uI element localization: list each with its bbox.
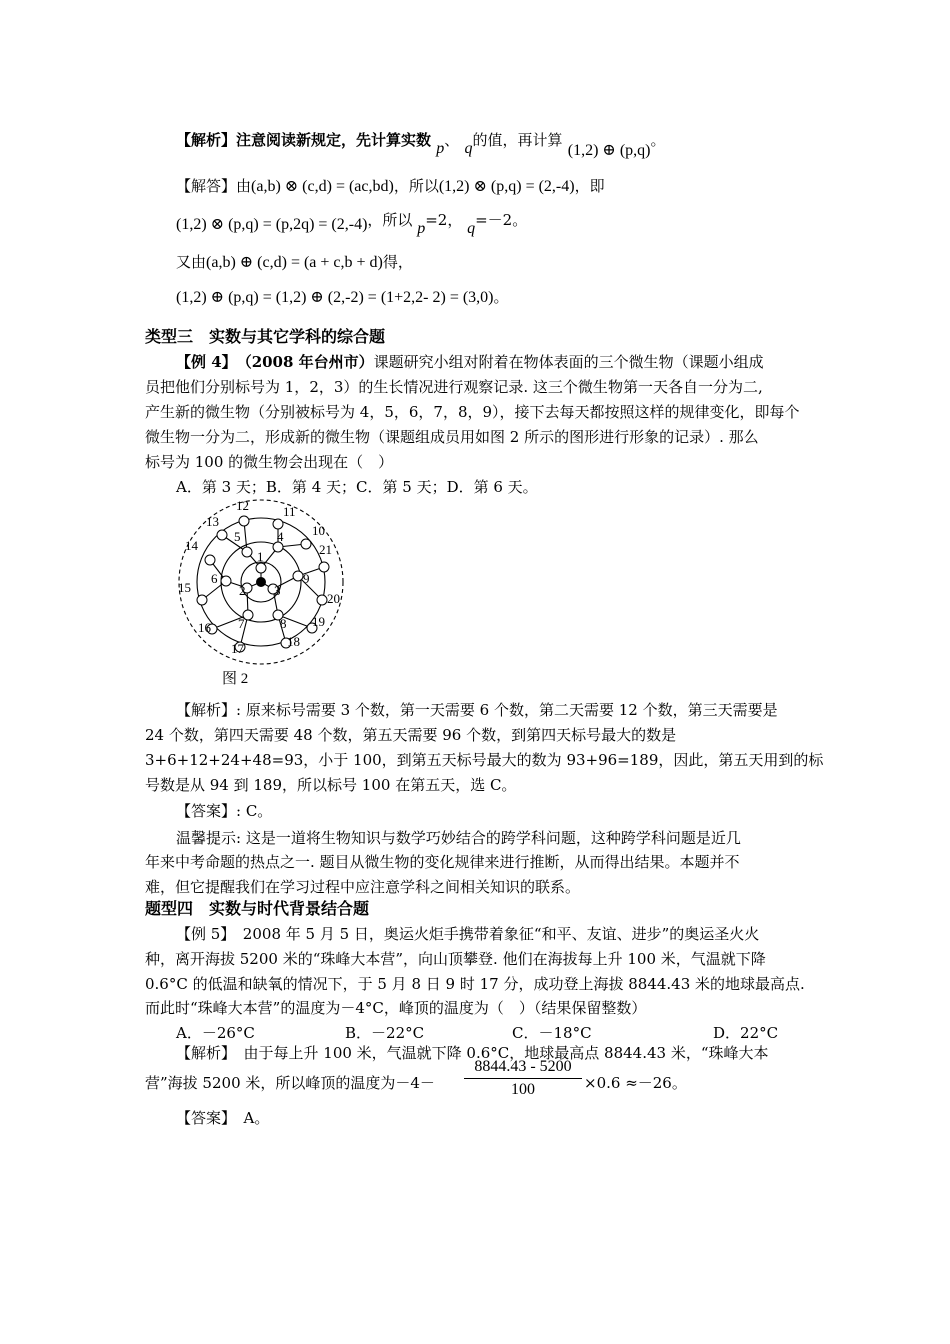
fraction-denominator: 100 [511, 1081, 535, 1098]
solution-line-3 [176, 252, 413, 273]
node-label: 16 [198, 620, 211, 635]
fraction-numerator: 8844.43 - 5200 [464, 1058, 582, 1079]
example-source: （2008 年台州市） [244, 353, 374, 371]
node-label: 19 [312, 614, 325, 629]
node-label: 14 [185, 538, 198, 553]
option-c: C．－18°C [512, 1024, 592, 1042]
text: 又由 [176, 253, 207, 271]
answer-5: 【答案】 A。 [176, 1109, 270, 1127]
analysis-4-line-4: 号数是从 94 到 189，所以标号 100 在第五天，选 C。 [145, 776, 517, 794]
analysis-1-line [176, 130, 666, 159]
var-q: q [464, 140, 473, 157]
fraction [464, 1058, 582, 1099]
analysis-text: 注意阅读新规定，先计算实数 [236, 131, 432, 149]
formula: (a,b) ⊕ (c,d) = (a + c,b + d) [206, 254, 383, 271]
solution-tag: 【解答】由 [176, 177, 252, 195]
node-label: 2 [239, 583, 246, 598]
text: ，所以 [393, 177, 439, 195]
node-label: 3 [274, 583, 281, 598]
node-label: 15 [178, 580, 191, 595]
text: 得， [382, 253, 413, 271]
analysis-4-line-1: 【解析】: 原来标号需要 3 个数，第一天需要 6 个数，第二天需要 12 个数，第三天需要是 [176, 701, 778, 719]
analysis-tag: 【解析】 [176, 131, 237, 149]
period: 。 [650, 131, 666, 149]
node-label: 13 [206, 514, 219, 529]
center-dot [256, 577, 266, 587]
analysis-5-line-1: 【解析】 由于每上升 100 米，气温就下降 0.6°C，地球最高点 8844.43 米，“珠峰大本 [176, 1044, 769, 1062]
analysis-5-line-2a: 营”海拔 5200 米，所以峰顶的温度为－4－ [145, 1074, 435, 1092]
example-5-line-3: 0.6°C 的低温和缺氧的情况下，于 5 月 8 日 9 时 17 分，成功登上海拔 8844.43 米的地球最高点. [145, 975, 805, 993]
option-b: B．－22°C [345, 1024, 425, 1042]
formula: (1,2) ⊕ (p,q) = (1,2) ⊕ (2,-2) = (1+2,2- 2) = (3,0) [176, 289, 494, 306]
section-3-title: 类型三 实数与其它学科的综合题 [145, 327, 386, 346]
formula: (1,2) ⊗ (p,q) = (2,-4) [438, 178, 575, 195]
formula: (1,2) ⊗ (p,q) = (p,2q) = (2,-4) [176, 216, 368, 233]
example-tag: 【例 4】 [176, 353, 230, 371]
formula: (a,b) ⊗ (c,d) = (ac,bd) [251, 178, 394, 195]
node-label: 9 [303, 571, 310, 586]
var-q: q [467, 220, 476, 237]
node-label: 8 [280, 616, 287, 631]
analysis-5-line-2b: ×0.6 ≈－26。 [584, 1074, 687, 1092]
node-label: 4 [277, 529, 284, 544]
example-5-line-1: 【例 5】 2008 年 5 月 5 日，奥运火炬手携带着象征“和平、友谊、进步”的奥运圣火火 [176, 925, 760, 943]
node-label: 10 [312, 523, 325, 538]
example-4-line-3: 产生新的微生物（分别被标号为 4，5，6，7，8，9），接下去每天都按照这样的规律变化，即每个 [145, 403, 800, 421]
separator: 、 [444, 131, 460, 149]
answer-4: 【答案】: C。 [176, 802, 273, 820]
node-label: 6 [211, 571, 218, 586]
analysis-4-line-3: 3+6+12+24+48=93，小于 100，到第五天标号最大的数为 93+96=189，因此，第五天用到的标 [145, 751, 824, 769]
option-a: A．－26°C [176, 1024, 255, 1042]
example-5-line-4: 而此时“珠峰大本营”的温度为－4°C，峰顶的温度为（ ）（结果保留整数） [145, 999, 647, 1017]
node-label: 7 [238, 616, 245, 631]
text: ，即 [574, 177, 605, 195]
solution-line-4 [176, 287, 509, 308]
text: =－2。 [475, 211, 528, 229]
figure-caption: 图 2 [222, 671, 249, 687]
example-4-line-4: 微生物一分为二，形成新的微生物（课题组成员用如图 2 所示的图形进行形象的记录）. 那么 [145, 428, 759, 446]
node-label: 20 [327, 591, 340, 606]
node-label: 5 [234, 529, 241, 544]
node-label: 21 [319, 542, 332, 557]
node-label: 18 [287, 634, 300, 649]
microbe-growth-diagram [176, 497, 356, 697]
section-4-title: 题型四 实数与时代背景结合题 [145, 899, 370, 918]
node-label: 11 [283, 504, 296, 519]
text: =2， [425, 211, 463, 229]
example-5-line-2: 种，离开海拔 5200 米的“珠峰大本营”，向山顶攀登. 他们在海拔每上升 100 米，气温就下降 [145, 950, 766, 968]
var-p: p [436, 140, 445, 157]
formula: (1,2) ⊕ (p,q) [567, 142, 651, 159]
example-4-line-1 [176, 352, 764, 372]
solution-line-2 [176, 210, 528, 237]
node-label: 1 [257, 549, 264, 564]
analysis-4-line-2: 24 个数，第四天需要 48 个数，第五天需要 96 个数，到第四天标号最大的数是 [145, 726, 677, 744]
option-d: D．22°C [713, 1024, 779, 1042]
example-4-line-2: 员把他们分别标号为 1，2，3）的生长情况进行观察记录. 这三个微生物第一天各自一分为二, [145, 378, 763, 396]
example-4-options: A．第 3 天；B．第 4 天；C．第 5 天；D．第 6 天。 [176, 478, 538, 496]
analysis-text-2: 的值，再计算 [472, 131, 563, 149]
solution-line-1 [176, 176, 605, 197]
tip-line-1: 温馨提示: 这是一道将生物知识与数学巧妙结合的跨学科问题，这种跨学科问题是近几 [176, 829, 741, 847]
period: 。 [493, 288, 509, 306]
node-label: 17 [231, 641, 244, 656]
tip-line-2: 年来中考命题的热点之一. 题目从微生物的变化规律来进行推断，从而得出结果。本题并不 [145, 853, 740, 871]
text: ，所以 [367, 211, 413, 229]
text: 课题研究小组对附着在物体表面的三个微生物（课题小组成 [373, 353, 764, 371]
var-p: p [417, 220, 426, 237]
node-label: 12 [236, 498, 249, 513]
example-4-line-5: 标号为 100 的微生物会出现在（ ） [145, 453, 394, 471]
tip-line-3: 难，但它提醒我们在学习过程中应注意学科之间相关知识的联系。 [145, 878, 581, 896]
